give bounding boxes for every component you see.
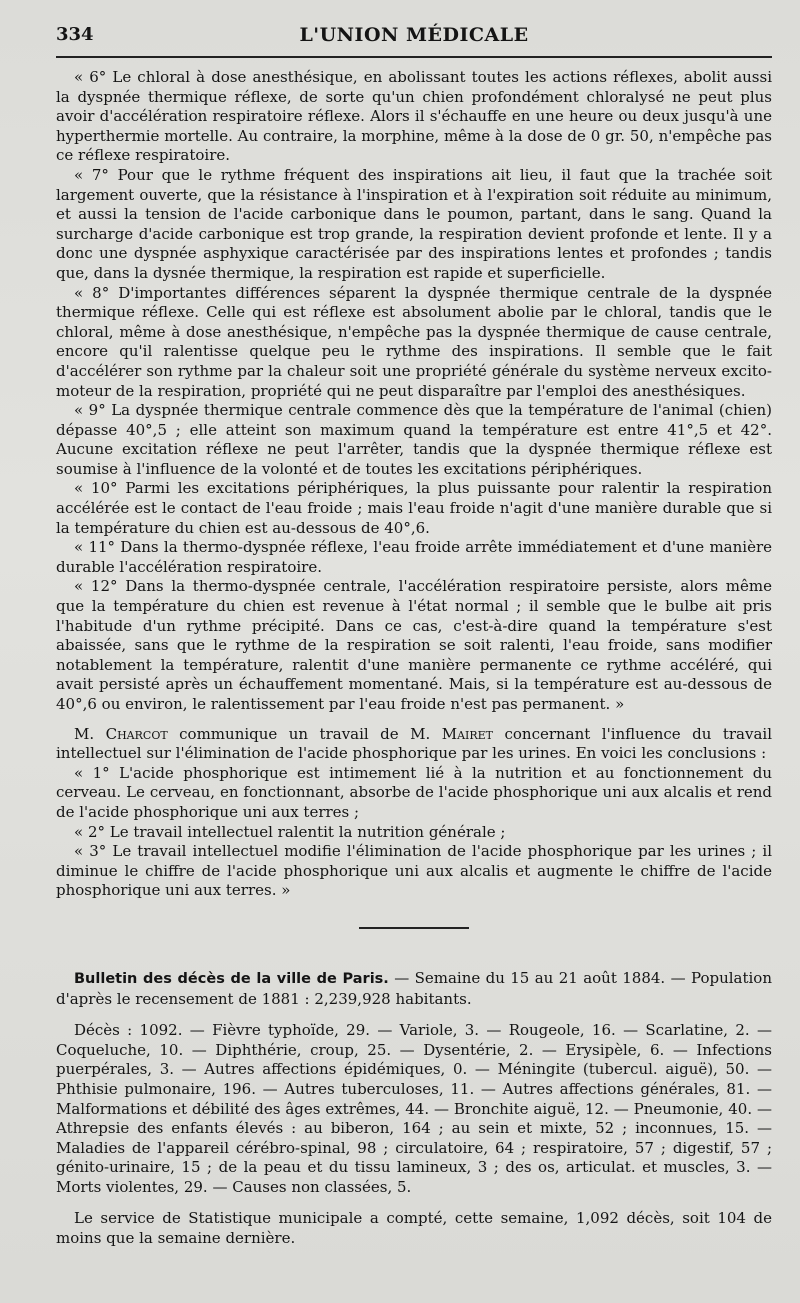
charcot-lead: M.	[74, 724, 106, 743]
conclusion-12: « 12° Dans la thermo-dyspnée centrale, l'accélération respiratoire persiste, alors même que la température du chien est revenue à l'état normal ; il semble que le bulbe ait pris l'habitude d'un rythme précipité. Dans ce cas, c'est-à-dire quand la température s'est abaissée, sans que le rythme de la respiration se soit ralenti, l'eau froide, sans modifier notablement la température, ralentit d'une manière permanente ce rythme accéléré, qui avait persisté après un échauffement momentané. Mais, si la température est au-dessous de 40°,6 ou environ, le ralentissement par l'eau froide n'est pas permanent. »	[56, 577, 772, 713]
page-header	[56, 22, 772, 58]
bulletin-title: Bulletin des décès de la ville de Paris.	[74, 970, 389, 987]
conclusion-8: « 8° D'importantes différences séparent la dyspnée thermique centrale de la dyspnée thermique réflexe. Celle qui est réflexe est absolument abolie par le chloral, tandis que le chloral, même à dose anesthésique, n'empêche pas la dyspnée thermique de cause centrale, encore qu'il ralentisse quelque peu le rythme des inspirations. Il semble que le fait d'accélérer son rythme par la chaleur soit une propriété générale du système nerveux excito-moteur de la respiration, propriété qui ne peut disparaître par l'emploi des anesthésiques.	[56, 283, 772, 400]
page-number: 334	[56, 24, 94, 45]
bulletin-deaths: Décès : 1092. — Fièvre typhoïde, 29. — Variole, 3. — Rougeole, 16. — Scarlatine, 2. — Coqueluche, 10. — Diphthérie, croup, 25. — Dysentérie, 2. — Erysipèle, 6. — Infections puerpérales, 3. — Autres affections épidémiques, 0. — Méningite (tubercul. aiguë), 50. — Phthisie pulmonaire, 196. — Autres tuberculoses, 11. — Autres affections générales, 81. — Malformations et débilité des âges extrêmes, 44. — Bronchite aiguë, 12. — Pneumonie, 40. — Athrepsie des enfants élevés : au biberon, 164 ; au sein et mixte, 52 ; inconnues, 15. — Maladies de l'appareil cérébro-spinal, 98 ; circulatoire, 64 ; respiratoire, 57 ; digestif, 57 ; génito-urinaire, 15 ; de la peau et du tissu lamineux, 3 ; des os, articulat. et muscles, 3. — Morts violentes, 29. — Causes non classées, 5.	[56, 1021, 772, 1196]
charcot-communication	[56, 725, 772, 764]
conclusion-7: « 7° Pour que le rythme fréquent des inspirations ait lieu, il faut que la trachée soit largement ouverte, que la résistance à l'inspiration et à l'expiration soit réduite au minimum, et aussi la tension de l'acide carbonique dans le poumon, partant, dans le sang. Quand la surcharge d'acide carbonique est trop grande, la respiration devient profonde et lente. Il y a donc une dyspnée asphyxique caractérisée par des inspirations lentes et profondes ; tandis que, dans la dysnée thermique, la respiration est rapide et superficielle.	[56, 165, 772, 282]
conclusion-6: « 6° Le chloral à dose anesthésique, en abolissant toutes les actions réflexes, abolit aussi la dyspnée thermique réflexe, de sorte qu'un chien profondément chloralysé ne peut plus avoir d'accélération respiratoire réflexe. Alors il s'échauffe en une heure ou deux jusqu'à une hyperthermie mortelle. Au contraire, la morphine, même à la dose de 0 gr. 50, n'empêche pas ce réflexe respiratoire.	[56, 68, 772, 165]
conclusion-11: « 11° Dans la thermo-dyspnée réflexe, l'eau froide arrête immédiatement et d'une manière durable l'accélération respiratoire.	[56, 538, 772, 576]
mairet-conclusion-1: « 1° L'acide phosphorique est intimement lié à la nutrition et au fonctionnement du cerveau. Le cerveau, en fonctionnant, absorbe de l'acide phosphorique uni aux alcalis et rend de l'acide phosphorique uni aux terres ;	[56, 763, 772, 821]
article-body	[56, 68, 772, 901]
author-charcot: Charcot	[105, 724, 168, 743]
conclusion-10: « 10° Parmi les excitations périphériques, la plus puissante pour ralentir la respiration accélérée est le contact de l'eau froide ; mais l'eau froide n'agit d'une manière durable que si la température du chien est au-dessous de 40°,6.	[56, 479, 772, 537]
charcot-mid: communique un travail de M.	[167, 724, 442, 743]
mairet-conclusion-3: « 3° Le travail intellectuel modifie l'élimination de l'acide phosphorique par les urines ; il diminue le chiffre de l'acide phosphorique uni aux alcalis et augmente le chiffre de l'acide phosphorique uni aux terres. »	[56, 842, 772, 900]
bulletin-week: — Semaine du 15 au 21 août 1884. — Population d'après le recensement de 1881 : 2,239,928 habitants.	[56, 968, 772, 1008]
running-title: L'UNION MÉDICALE	[299, 24, 529, 46]
author-mairet: Mairet	[441, 724, 494, 743]
bulletin-service-note: Le service de Statistique municipale a compté, cette semaine, 1,092 décès, soit 104 de moins que la semaine dernière.	[56, 1209, 772, 1248]
bulletin-heading	[56, 969, 772, 1009]
conclusion-9: « 9° La dyspnée thermique centrale commence dès que la température de l'animal (chien) dépasse 40°,5 ; elle atteint son maximum quand la température est entre 41°,5 et 42°. Aucune excitation réflexe ne peut l'arrêter, tandis que la dyspnée thermique réflexe est soumise à l'influence de la volonté et de toutes les excitations périphériques.	[56, 401, 772, 478]
death-bulletin	[56, 969, 772, 1249]
charcot-rest: concernant l'influence du travail intellectuel sur l'élimination de l'acide phosphorique par les urines. En voici les conclusions :	[56, 724, 772, 763]
mairet-conclusion-2: « 2° Le travail intellectuel ralentit la nutrition générale ;	[74, 822, 506, 841]
